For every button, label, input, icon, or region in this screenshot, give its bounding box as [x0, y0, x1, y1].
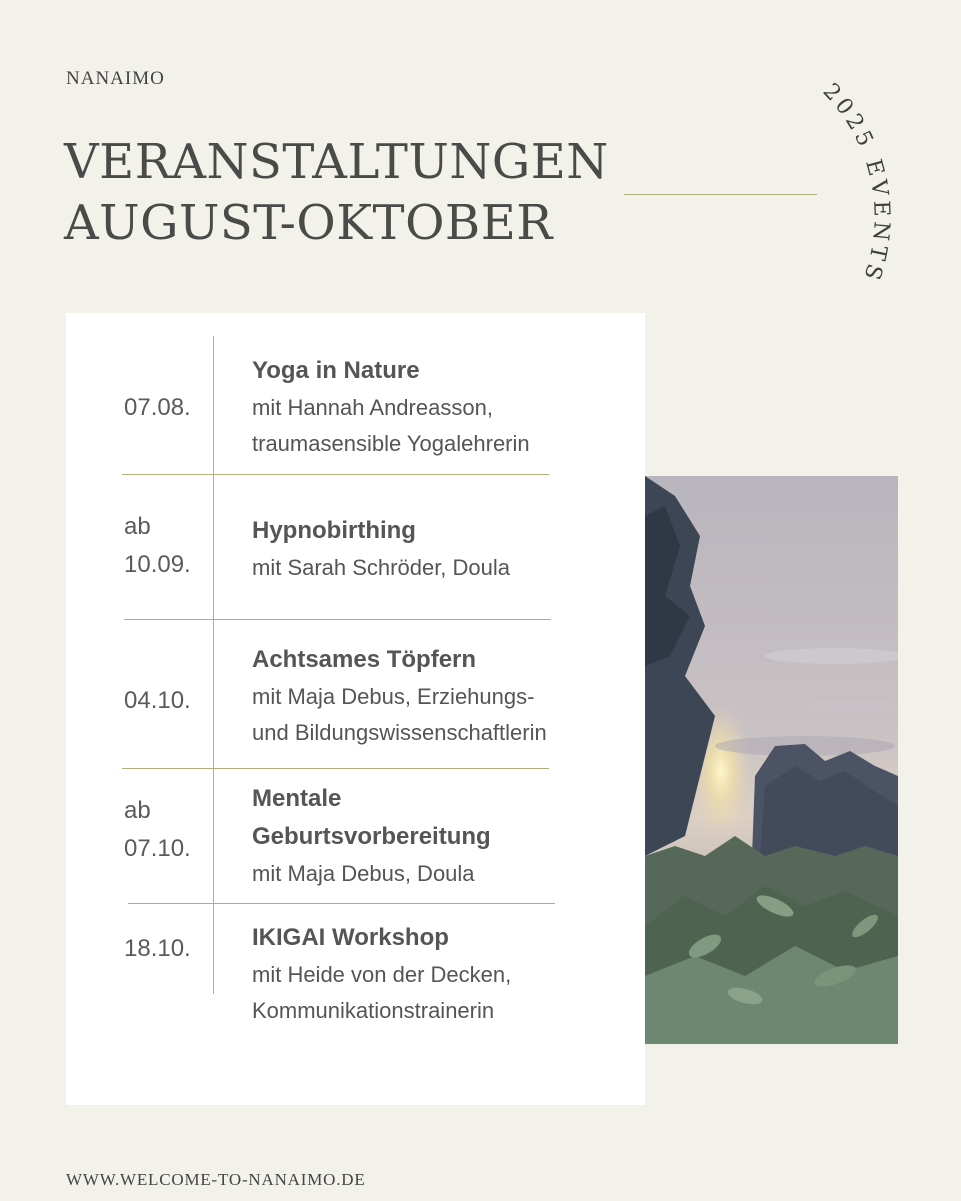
event-title: IKIGAI Workshop — [252, 924, 449, 951]
page-title — [64, 132, 609, 254]
event-title: Yoga in Nature — [252, 357, 420, 384]
event-title: Achtsames Töpfern — [252, 646, 477, 673]
event-date: ab 07.10. — [124, 797, 191, 862]
event-description: mit Sarah Schröder, Doula — [252, 555, 511, 580]
timeline-vertical-line — [213, 336, 214, 994]
brand-name: NANAIMO — [66, 68, 165, 89]
event-item — [252, 641, 632, 751]
title-line-1: VERANSTALTUNGEN — [64, 134, 609, 190]
event-item — [252, 919, 632, 1029]
event-description: mit Maja Debus, Doula — [252, 861, 475, 886]
arc-text: 2025 EVENTS — [817, 78, 894, 287]
event-divider — [122, 474, 549, 475]
event-item — [252, 512, 632, 586]
event-date: 18.10. — [124, 935, 191, 962]
event-date: 07.08. — [124, 394, 191, 421]
event-date: 04.10. — [124, 687, 191, 714]
event-divider — [124, 619, 551, 620]
event-title: Mentale Geburtsvorbereitung — [252, 785, 491, 850]
event-description: mit Hannah Andreasson, traumasensible Yogalehrerin — [252, 395, 530, 456]
title-line-2: AUGUST-OKTOBER — [64, 195, 553, 251]
website-url: WWW.WELCOME-TO-NANAIMO.DE — [66, 1170, 366, 1189]
event-description: mit Heide von der Decken, Kommunikationstrainerin — [252, 962, 512, 1023]
event-divider — [128, 903, 555, 904]
sunset-nature-photo — [645, 476, 898, 1044]
event-description: mit Maja Debus, Erziehungs- und Bildungswissenschaftlerin — [252, 684, 547, 745]
event-item — [252, 352, 632, 462]
events-card — [66, 313, 645, 1105]
events-arc-badge — [700, 40, 960, 370]
event-divider — [122, 768, 549, 769]
event-title: Hypnobirthing — [252, 517, 416, 544]
event-date: ab 10.09. — [124, 513, 191, 578]
event-item — [252, 780, 632, 892]
